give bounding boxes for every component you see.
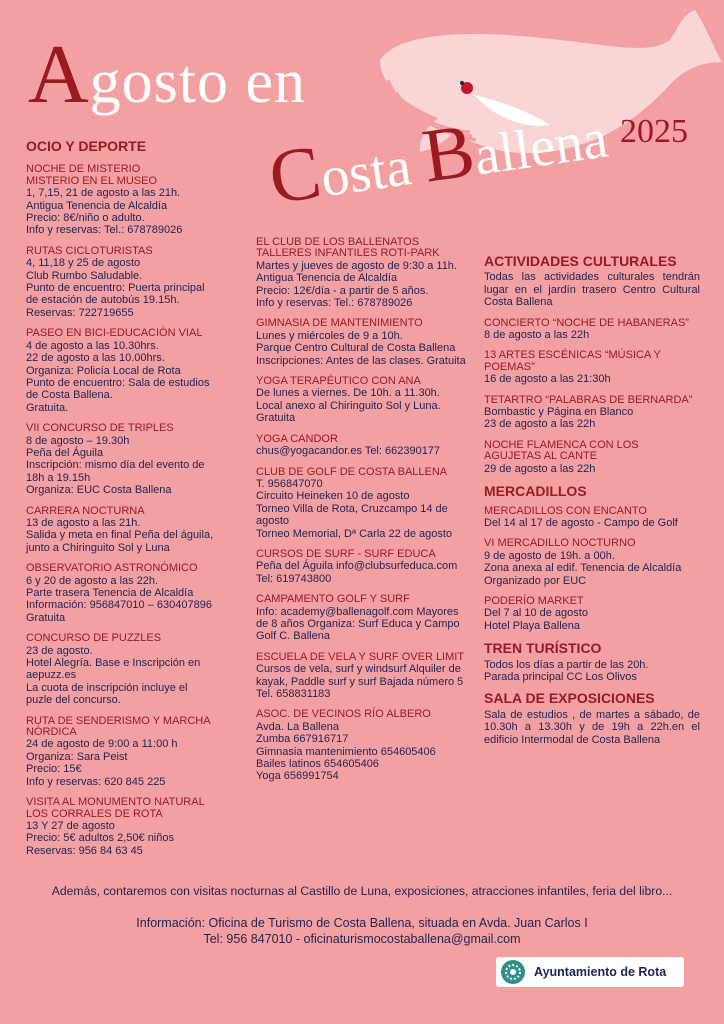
- event-detail: 23 de agosto a las 22h: [484, 418, 596, 431]
- event-title: MISTERIO EN EL MUSEO: [26, 174, 158, 187]
- event-detail: Precio: 8€/niño o adulto.: [26, 212, 145, 225]
- event-detail: Organiza: EUC Costa Ballena: [26, 484, 172, 497]
- event-title: CLUB DE GOLF DE COSTA BALLENA: [256, 465, 448, 478]
- event-detail: T. 956847070: [256, 477, 323, 490]
- cultural-sections-list: [484, 318, 700, 475]
- event-section: [256, 237, 468, 309]
- event-detail: 8 de agosto – 19.30h: [26, 434, 130, 447]
- event-detail: Bombastic y Página en Blanco: [484, 406, 634, 419]
- event-detail: 1, 7,15, 21 de agosto a las 21h.: [26, 187, 181, 200]
- event-section: [256, 549, 468, 585]
- event-detail: Precio: 15€: [26, 763, 82, 776]
- event-section: [256, 709, 468, 782]
- event-title: TALLERES INFANTILES ROTI-PARK: [256, 247, 440, 260]
- event-detail: 4, 11,18 y 25 de agosto: [26, 257, 141, 270]
- event-title: TETARTRO “PALABRAS DE BERNARDA”: [484, 393, 693, 406]
- event-detail: De lunes a viernes. De 10h. a 11.30h.: [256, 387, 440, 400]
- heading-actividades-culturales: ACTIVIDADES CULTURALES: [484, 253, 677, 269]
- event-detail: 22 de agosto a las 10.00hrs.: [26, 352, 165, 365]
- event-title: YOGA TERAPÉUTICO CON ANA: [256, 375, 421, 388]
- event-title: OBSERVATORIO ASTRONÓMICO: [26, 562, 198, 575]
- event-section: [256, 467, 468, 540]
- sala-info: Sala de estudios , de martes a sábado, de 10.30h a 13.30h y de 19h a 22h.en el edificio Intermodal de Costa Ballena: [484, 708, 700, 746]
- event-section: [484, 350, 700, 385]
- event-detail: Info y reservas: 620 845 225: [26, 775, 166, 788]
- event-detail: chus@yogacandor.es Tel: 662390177: [256, 445, 441, 458]
- event-title: PASEO EN BICI-EDUCACIÓN VIAL: [26, 327, 203, 340]
- event-detail: 8 de agosto a las 22h: [484, 329, 590, 342]
- event-detail: 6 y 20 de agosto a las 22h.: [26, 574, 159, 587]
- heading-sala-exposiciones: SALA DE EXPOSICIONES: [484, 690, 655, 707]
- event-detail: Hotel Alegría. Base e Inscripción en: [26, 657, 201, 670]
- event-title: CAMPAMENTO GOLF Y SURF: [256, 593, 410, 606]
- event-detail: Club Rumbo Saludable.: [26, 269, 143, 282]
- ocio-sections-list: [26, 164, 250, 857]
- event-title: RUTA DE SENDERISMO Y MARCHA: [26, 714, 211, 727]
- event-detail: Tel: 619743800: [256, 572, 332, 585]
- event-section: [484, 538, 700, 587]
- event-detail: Local anexo al Chiringuito Sol y Luna.: [256, 399, 441, 412]
- event-section: [256, 318, 468, 367]
- event-detail: Hotel Playa Ballena: [484, 619, 581, 632]
- event-detail: Organiza: Sara Peist: [26, 750, 128, 763]
- title-initial-c: C: [264, 129, 327, 221]
- event-detail: kayak, Paddle surf y surf Bajada número 5: [256, 675, 464, 688]
- event-detail: Gratuita: [256, 412, 296, 425]
- heading-mercadillos: MERCADILLOS: [484, 483, 587, 500]
- event-title: VI MERCADILLO NOCTURNO: [484, 537, 636, 550]
- event-detail: 24 de agosto de 9:00 a 11:00 h: [26, 738, 178, 751]
- event-section: [26, 506, 250, 555]
- event-detail: Organiza: Policía Local de Rota: [26, 364, 181, 377]
- actividades-sections-list: [256, 237, 468, 783]
- event-detail: Zumba 667916717: [256, 733, 349, 746]
- event-detail: 29 de agosto a las 22h: [484, 462, 596, 475]
- event-title: NOCHE DE MISTERIO: [26, 163, 141, 176]
- logo-text: Ayuntamiento de Rota: [534, 965, 667, 979]
- mercadillos-sections-list: [484, 506, 700, 633]
- event-title: 13 ARTES ESCÉNICAS “MÚSICA Y: [484, 349, 661, 362]
- heading-tren-turistico: TREN TURÍSTICO: [484, 640, 602, 657]
- event-title: GIMNASIA DE MANTENIMIENTO: [256, 317, 423, 330]
- event-detail: Cursos de vela, surf y windsurf Alquiler de: [256, 663, 461, 676]
- event-detail: Parque Centro Cultural de Costa Ballena: [256, 342, 456, 355]
- event-detail: 13 de agosto a las 21h.: [26, 516, 141, 529]
- title-costa-rest: osta: [316, 133, 429, 210]
- event-detail: Punto de encuentro: Puerta principal: [26, 282, 205, 295]
- column-cultura-mercadillos: [484, 255, 700, 746]
- event-detail: 23 de agosto.: [26, 644, 93, 657]
- event-detail: Gratuita: [26, 611, 66, 624]
- event-detail: Torneo Villa de Rota, Cruzcampo 14 de: [256, 502, 448, 515]
- event-detail: Bailes latinos 654605406: [256, 758, 379, 771]
- event-detail: Punto de encuentro: Sala de estudios: [26, 376, 210, 389]
- tren-detail: Todos los días a partir de las 20h.: [484, 658, 649, 671]
- event-section: [26, 563, 250, 624]
- event-detail: 16 de agosto a las 21:30h: [484, 373, 611, 386]
- event-section: [484, 596, 700, 632]
- event-detail: Antigua Tenencia de Alcaldía: [256, 272, 398, 285]
- event-detail: puzle del concurso.: [26, 694, 121, 707]
- event-detail: Antigua Tenencia de Alcaldía: [26, 199, 168, 212]
- title-initial-b: B: [417, 108, 480, 199]
- event-detail: Del 14 al 17 de agosto - Campo de Golf: [484, 516, 678, 529]
- footer-info-line1: Información: Oficina de Turismo de Costa Ballena, situada en Avda. Juan Carlos I: [136, 916, 588, 930]
- event-detail: Info y reservas: Tel.: 678789026: [26, 224, 183, 237]
- event-detail: agosto: [256, 515, 290, 528]
- title-costa-ballena: [263, 82, 614, 235]
- event-detail: Gimnasia mantenimiento 654605406: [256, 745, 436, 758]
- event-title: NÓRDICA: [26, 726, 77, 739]
- event-title: NOCHE FLAMENCA CON LOS: [484, 438, 639, 451]
- event-detail: 13 Y 27 de agosto: [26, 819, 115, 832]
- event-detail: La cuota de inscripción incluye el: [26, 681, 188, 694]
- event-detail: Tel. 658831183: [256, 688, 331, 700]
- event-detail: Circuito Heineken 10 de agosto: [256, 490, 410, 503]
- event-detail: Golf C. Ballena: [256, 630, 330, 643]
- event-detail: Peña del Águila info@clubsurfeduca.com: [256, 560, 458, 573]
- event-section: [484, 318, 700, 342]
- event-section: [484, 506, 700, 530]
- event-section: [26, 633, 250, 706]
- event-detail: Reservas: 956 84 63 45: [26, 844, 143, 857]
- tren-detail: Parada principal CC Los Olivos: [484, 670, 637, 683]
- event-section: [484, 395, 700, 431]
- event-title: CARRERA NOCTURNA: [26, 504, 145, 517]
- event-title: PODERÍO MARKET: [484, 594, 584, 607]
- event-detail: Reservas: 722719655: [26, 306, 134, 319]
- event-detail: Salida y meta en final Peña del águila,: [26, 529, 214, 542]
- event-section: [26, 328, 250, 414]
- event-title: POEMAS”: [484, 360, 535, 373]
- event-detail: Info: academy@ballenagolf.com Mayores: [256, 605, 459, 618]
- title-initial-a: A: [28, 28, 90, 121]
- event-detail: Del 7 al 10 de agosto: [484, 607, 588, 620]
- title-agosto-rest: gosto en: [89, 48, 307, 116]
- event-title: CONCIERTO “NOCHE DE HABANERAS”: [484, 316, 689, 329]
- event-title: VISITA AL MONUMENTO NATURAL: [26, 796, 205, 809]
- event-section: [256, 652, 468, 701]
- event-title: CURSOS DE SURF - SURF EDUCA: [256, 547, 436, 560]
- event-detail: 4 de agosto a las 10.30hrs.: [26, 339, 159, 352]
- event-title: RUTAS CICLOTURISTAS: [26, 244, 153, 257]
- event-detail: Parte trasera Tenencia de Alcaldía: [26, 587, 194, 599]
- event-detail: Precio: 5€ adultos 2,50€ niños: [26, 832, 174, 845]
- event-section: [256, 434, 468, 458]
- event-section: [26, 716, 250, 788]
- event-detail: de 8 años Organiza: Surf Educa y Campo: [256, 617, 460, 630]
- event-title: VII CONCURSO DE TRIPLES: [26, 422, 174, 435]
- event-section: [26, 423, 250, 496]
- column-actividades: [256, 237, 468, 792]
- event-title: YOGA CANDOR: [256, 432, 338, 445]
- footer-ademas: Además, contaremos con visitas nocturnas al Castillo de Luna, exposiciones, atracciones infantiles, feria del libro...: [51, 884, 673, 898]
- rota-emblem-icon: [500, 959, 526, 985]
- ayuntamiento-logo: [496, 957, 684, 987]
- event-title: MERCADILLOS CON ENCANTO: [484, 504, 647, 517]
- event-title: EL CLUB DE LOS BALLENATOS: [256, 236, 420, 248]
- event-detail: Yoga 656991754: [256, 770, 339, 783]
- event-detail: 18h a 19.15h: [26, 471, 91, 484]
- event-detail: Avda. La Ballena: [256, 720, 339, 733]
- event-detail: Inscripciones: Antes de las clases. Gratuita: [256, 354, 466, 367]
- tren-info: [484, 659, 700, 684]
- cultural-intro: Todas las actividades culturales tendrán lugar en el jardín trasero Centro Cultural Costa Ballena: [484, 271, 700, 309]
- footer-info: [0, 915, 724, 947]
- event-title: ESCUELA DE VELA Y SURF OVER LIMIT: [256, 650, 465, 663]
- title-agosto-en: [28, 28, 307, 121]
- event-detail: de Costa Ballena.: [26, 389, 113, 402]
- event-title: AGUJETAS AL CANTE: [484, 450, 598, 463]
- footer-info-line2: Tel: 956 847010 - oficinaturismocostaballena@gmail.com: [203, 932, 521, 946]
- event-detail: Martes y jueves de agosto de 9:30 a 11h.: [256, 259, 457, 272]
- event-detail: 9 de agosto de 19h. a 00h.: [484, 549, 615, 562]
- event-section: [26, 797, 250, 857]
- event-detail: Torneo Memorial, Dª Carla 22 de agosto: [256, 527, 453, 540]
- heading-ocio-deporte: OCIO Y DEPORTE: [26, 138, 147, 154]
- event-section: [256, 376, 468, 425]
- event-section: [484, 440, 700, 475]
- event-title: CONCURSO DE PUZZLES: [26, 632, 162, 645]
- event-detail: Inscripción: mismo día del evento de: [26, 459, 205, 472]
- title-year: 2025: [620, 113, 688, 150]
- event-title: ASOC. DE VECINOS RÍO ALBERO: [256, 708, 431, 721]
- event-detail: Info y reservas: Tel.: 678789026: [256, 297, 413, 310]
- event-detail: Precio: 12€/día - a partir de 5 años.: [256, 284, 429, 297]
- event-section: [256, 594, 468, 643]
- event-detail: Gratuita.: [26, 401, 69, 414]
- event-detail: Peña del Águila: [26, 446, 104, 459]
- event-detail: Zona anexa al edif. Tenencia de Alcaldía: [484, 562, 682, 575]
- event-detail: Lunes y miércoles de 9 a 10h.: [256, 329, 403, 342]
- title-ballena-rest: allena: [470, 107, 612, 188]
- event-detail: Organizado por EUC: [484, 574, 587, 587]
- event-section: [26, 164, 250, 236]
- event-detail: aepuzz.es: [26, 669, 77, 682]
- event-section: [26, 246, 250, 319]
- column-ocio-deporte: [26, 140, 250, 866]
- event-detail: Información: 956847010 – 630407896: [26, 599, 212, 612]
- event-detail: de estación de autobús 19.15h.: [26, 294, 180, 307]
- event-title: LOS CORRALES DE ROTA: [26, 807, 163, 820]
- event-detail: junto a Chiringuito Sol y Luna: [26, 541, 170, 554]
